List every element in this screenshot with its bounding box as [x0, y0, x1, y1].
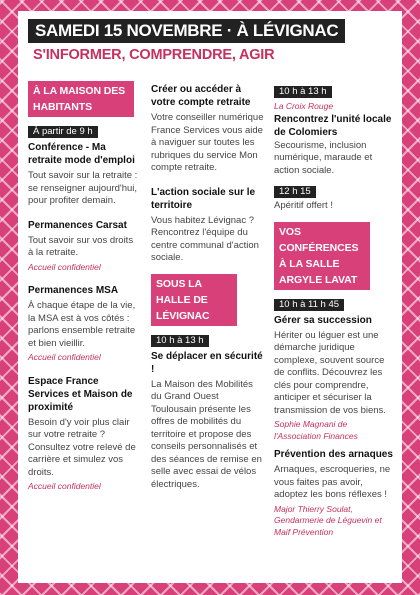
flyer-page	[18, 11, 402, 583]
item-note: Accueil confidentiel	[28, 261, 101, 272]
item-text: À chaque étape de la vie, la MSA est à vos côtés : parlons ensemble retraite et bien vieillir.	[28, 300, 136, 349]
header-title: SAMEDI 15 NOVEMBRE · À LÉVIGNAC	[28, 19, 345, 43]
item-title: Permanences MSA	[28, 285, 119, 296]
item-text: Tout savoir sur la retraite : se renseigner aujourd'hui, pour profiter demain.	[28, 170, 138, 206]
time-badge: 12 h 15	[274, 186, 316, 198]
item-text: Votre conseiller numérique France Services vous aide à naviguer sur toutes les rubriques du service Mon compte retraite.	[151, 112, 264, 173]
item-text: Hériter ou léguer est une démarche juridique complexe, souvent source de conflits. Découvrez les clés pour comprendre, anticiper et sécuriser la transmission de vos biens.	[274, 329, 386, 416]
column-left	[28, 81, 140, 493]
item-note: Sophie Magnani de l'Association Finances	[274, 419, 358, 441]
item-text: Arnaques, escroqueries, ne vous faites pas avoir, adoptez les bons réflexes !	[274, 464, 391, 500]
column-middle	[151, 81, 266, 491]
time-badge: 10 h à 13 h	[151, 335, 209, 347]
section-banner-halle: SOUS LA HALLE DE LÉVIGNAC	[151, 274, 237, 326]
header-subtitle: S'INFORMER, COMPRENDRE, AGIR	[33, 47, 275, 63]
item-title: Espace France Services et Maison de proximité	[28, 375, 133, 413]
item-text: Tout savoir sur vos droits à la retraite.	[28, 234, 134, 258]
section-banner-conferences: VOS CONFÉRENCES À LA SALLE ARGYLE LAVAT	[274, 222, 370, 290]
item-text: Apéritif offert !	[274, 200, 333, 211]
item-note: Accueil confidentiel	[28, 481, 101, 491]
item-title: Permanences Carsat	[28, 219, 127, 231]
item-title: Créer ou accéder à votre compte retraite	[151, 84, 251, 108]
item-title: L'action sociale sur le territoire	[151, 186, 256, 211]
section-banner-maison: À LA MAISON DES HABITANTS	[28, 81, 134, 117]
item-note: Accueil confidentiel	[28, 352, 101, 362]
item-note: La Croix Rouge	[274, 101, 334, 111]
item-title: Gérer sa succession	[274, 314, 372, 326]
item-title: Prévention des arnaques	[274, 449, 393, 460]
item-text: Besoin d'y voir plus clair sur votre retraite ? Consultez votre relevé de carrière et simulez vos droits.	[28, 416, 136, 478]
item-note: Major Thierry Soulat, Gendarmerie de Léguevin et Maif Prévention	[274, 503, 382, 537]
item-text: La Maison des Mobilités du Grand Ouest Toulousain présente les offres de mobilités du territoire et propose des conseils personnalisés et des séances de remise en selle avec essai de vélos électriques.	[151, 378, 262, 490]
item-title: Se déplacer en sécurité !	[151, 350, 263, 375]
item-text: Secourisme, inclusion numérique, maraude et action sociale.	[274, 139, 373, 176]
time-badge: À partir de 9 h	[28, 126, 98, 138]
time-badge: 10 h à 13 h	[274, 86, 332, 98]
item-title: Rencontrez l'unité locale de Colomiers	[274, 113, 392, 138]
item-text: Vous habitez Lévignac ? Rencontrez l'équipe du centre communal d'action sociale.	[151, 214, 259, 263]
column-right	[274, 81, 396, 538]
time-badge: 10 h à 11 h 45	[274, 299, 344, 311]
item-title: Conférence - Ma retraite mode d'emploi	[28, 142, 135, 166]
